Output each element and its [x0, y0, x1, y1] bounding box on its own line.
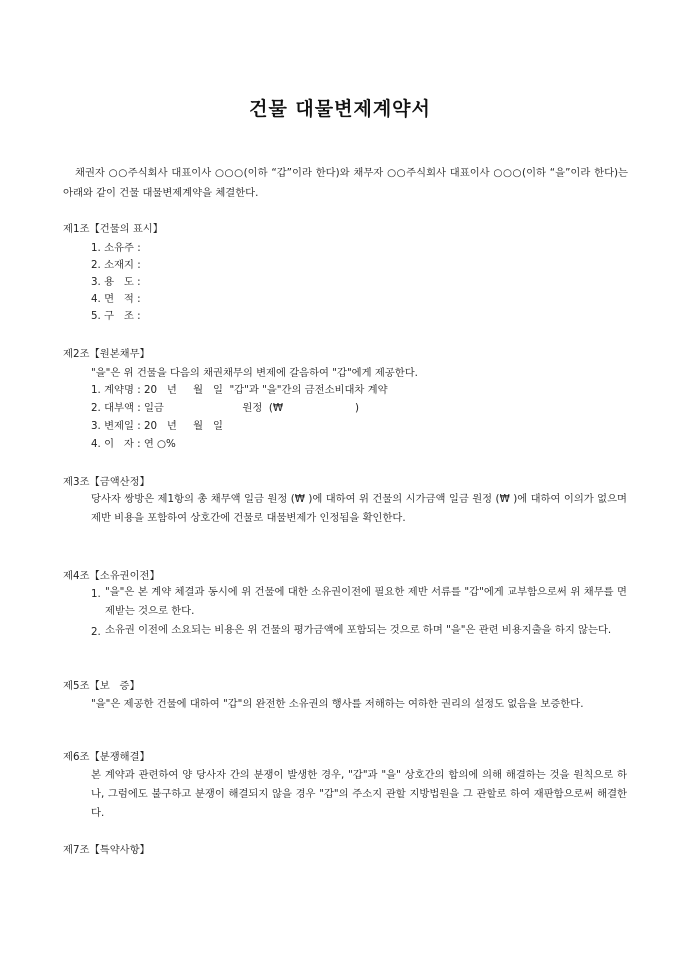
- article-4-item-text: 소유권 이전에 소요되는 비용은 위 건물의 평가금액에 포함되는 것으로 하며 "을"은 관련 비용지출을 하지 않는다.: [105, 624, 612, 636]
- article-5-heading: 제5조【보 증】: [63, 680, 140, 692]
- article-2-lead: "을"은 위 건물을 다음의 채권채무의 변제에 갈음하여 "갑"에게 제공한다.: [91, 367, 418, 379]
- article-2-item: 2. 대부액 : 일금 원정 (₩ ): [91, 402, 360, 414]
- article-1-item: 2. 소재지 :: [91, 259, 141, 271]
- article-1-heading: 제1조【건물의 표시】: [63, 223, 164, 235]
- document-title: 건물 대물변제계약서: [249, 98, 431, 120]
- article-6-body: 본 계약과 관련하여 양 당사자 간의 분쟁이 발생한 경우, "갑"과 "을" 상호간의 합의에 의해 해결하는 것을 원칙으로 하나, 그럼에도 불구하고 분쟁이 해결되지 않을 경우 "갑"의 주소지 관할 지방법원을 그 관할로 하여 재판함으로써 해결한다.: [91, 769, 627, 819]
- article-2-item: 3. 변제일 : 20 년 월 일: [91, 420, 223, 432]
- article-2-item: 1. 계약명 : 20 년 월 일 "갑"과 "을"간의 금전소비대차 계약: [91, 384, 388, 396]
- article-6-heading: 제6조【분쟁해결】: [63, 751, 150, 763]
- intro-paragraph: 채권자 ○○주식회사 대표이사 ○○○(이하 “갑”이라 한다)와 채무자 ○○주식회사 대표이사 ○○○(이하 “을”이라 한다)는 아래와 같이 건물 대물변제계약을 체결한다.: [63, 167, 628, 199]
- article-4-item-text: "을"은 본 계약 체결과 동시에 위 건물에 대한 소유권이전에 필요한 제반 서류를 "갑"에게 교부함으로써 위 채무를 면제받는 것으로 한다.: [105, 586, 627, 617]
- article-4-item-number: 1.: [91, 588, 101, 600]
- article-3-body: 당사자 쌍방은 제1항의 총 채무액 일금 원정 (₩ )에 대하여 위 건물의 시가금액 일금 원정 (₩ )에 대하여 이의가 없으며 제반 비용을 포함하여 상호간에 건물로 대물변제가 인정됨을 확인한다.: [91, 493, 627, 524]
- article-4-item-number: 2.: [91, 626, 101, 638]
- article-7-heading: 제7조【특약사항】: [63, 844, 150, 856]
- article-5-body: "을"은 제공한 건물에 대하여 "갑"의 완전한 소유권의 행사를 저해하는 여하한 권리의 설정도 없음을 보증한다.: [91, 698, 584, 710]
- article-2-heading: 제2조【원본채무】: [63, 348, 150, 360]
- article-3-heading: 제3조【금액산정】: [63, 476, 150, 488]
- article-1-item: 3. 용 도 :: [91, 276, 141, 288]
- article-4-heading: 제4조【소유권이전】: [63, 570, 160, 582]
- article-1-item: 5. 구 조 :: [91, 310, 141, 322]
- article-1-item: 4. 면 적 :: [91, 293, 141, 305]
- article-1-item: 1. 소유주 :: [91, 242, 141, 254]
- article-2-item: 4. 이 자 : 연 ○%: [91, 438, 176, 450]
